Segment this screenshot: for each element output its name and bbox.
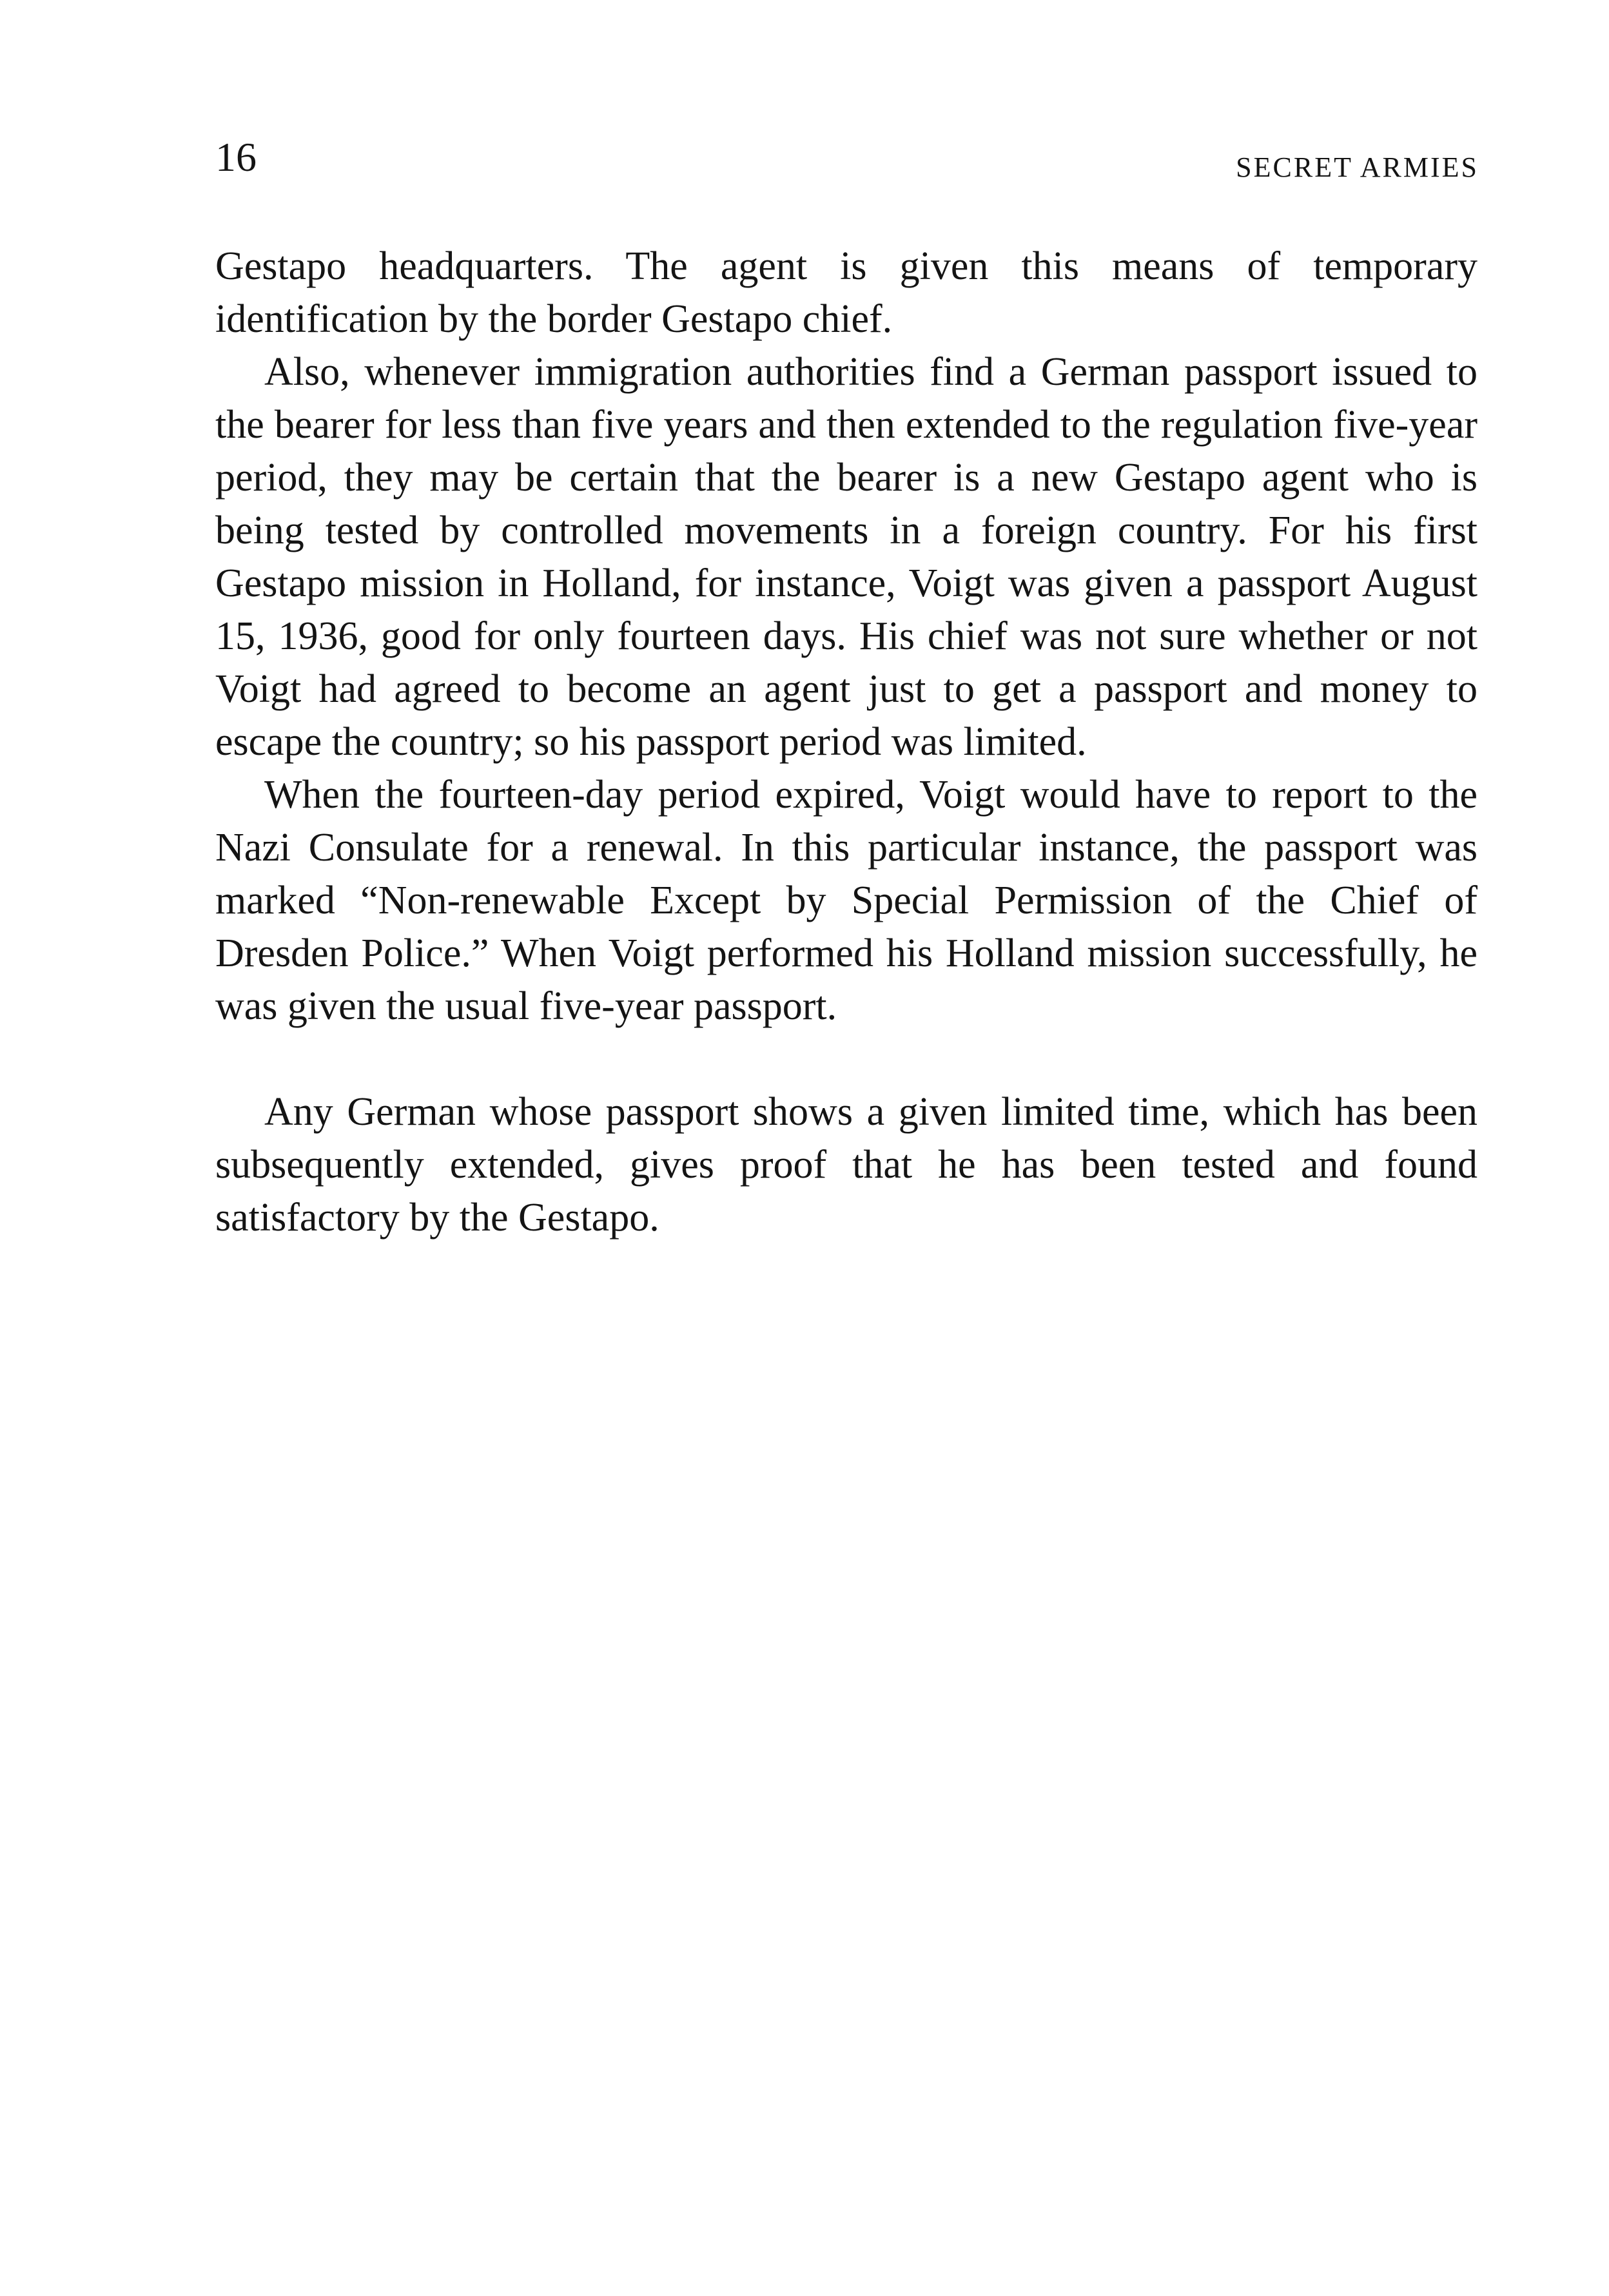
paragraph-2: Also, whenever immigration authorities find a German passport issued to the bearer for less than five years and then extended to the regulation five-year period, they may be certain that the bearer is a new Gestapo agent who is being tested by controlled movements in a foreign country. For his first Gestapo mission in Holland, for instance, Voigt was given a passport August 15, 1936, good for only fourteen days. His chief was not sure whether or not Voigt had agreed to become an agent just to get a passport and money to escape the country; so his passport period was limited.: [215, 350, 1477, 764]
page-number: 16: [215, 134, 257, 180]
paragraph-3: When the fourteen-day period expired, Voigt would have to report to the Nazi Consulate for a renewal. In this particular instance, the passport was marked “Non-renewable Except by Special Permission of the Chief of Dresden Police.” When Voigt performed his Holland mission successfully, he was given the usual five-year passport.: [215, 773, 1477, 1028]
paragraph-4: Any German whose passport shows a given limited time, which has been subsequently extended, gives proof that he has been tested and found satisfactory by the Gestapo.: [215, 1090, 1477, 1240]
body-text: [215, 240, 1477, 1244]
paragraph-1: Gestapo headquarters. The agent is given this means of temporary identification by the border Gestapo chief.: [215, 244, 1477, 341]
running-head: SECRET ARMIES: [1236, 151, 1479, 183]
